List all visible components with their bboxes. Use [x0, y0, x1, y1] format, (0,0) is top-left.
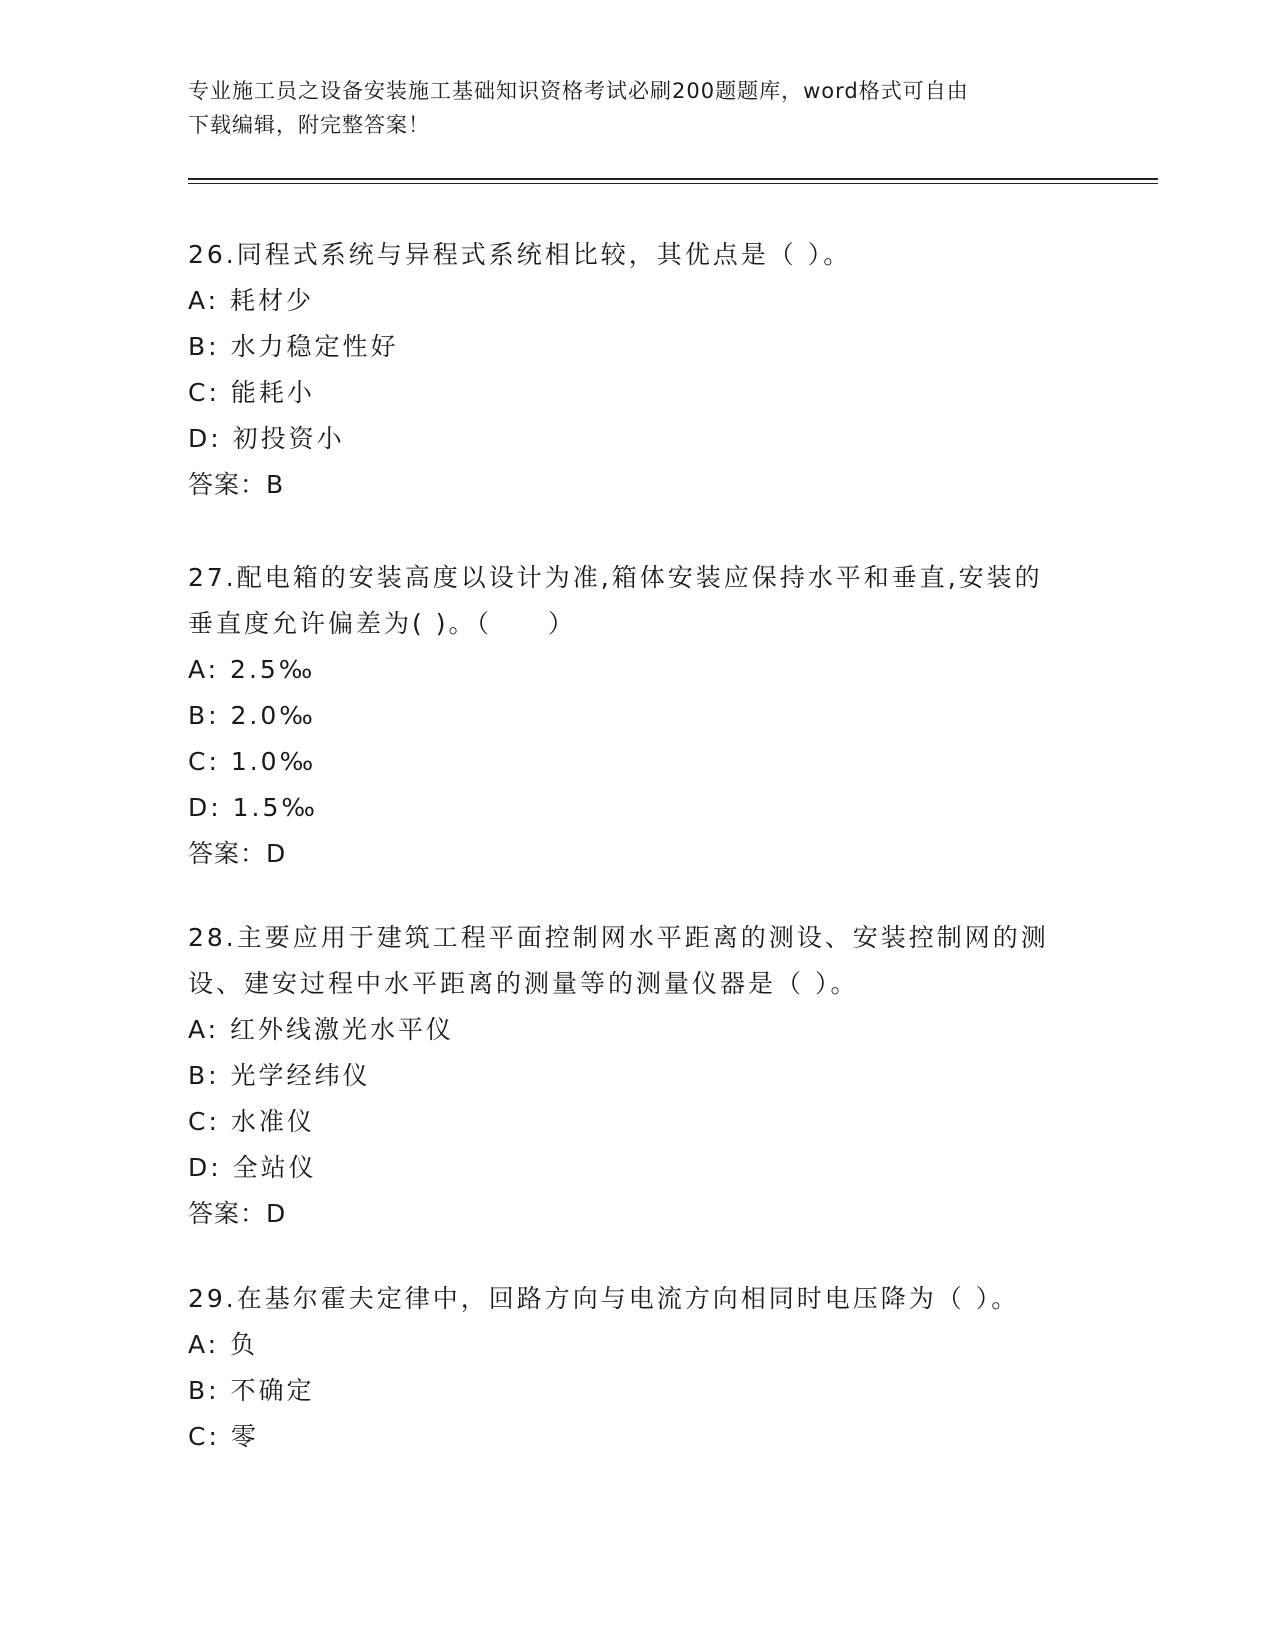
option-c: C: 水准仪 — [188, 1107, 315, 1136]
question-text-line-2: 垂直度允许偏差为( )。（ ） — [188, 609, 576, 638]
question-text-line-1: 28.主要应用于建筑工程平面控制网水平距离的测设、安装控制网的测 — [188, 923, 1049, 952]
header-line-2: 下载编辑，附完整答案！ — [188, 113, 430, 137]
answer: 答案：B — [188, 470, 285, 499]
option-b: B: 2.0‰ — [188, 701, 316, 730]
option-d: D: 全站仪 — [188, 1153, 317, 1182]
option-b: B: 不确定 — [188, 1376, 315, 1405]
option-b: B: 光学经纬仪 — [188, 1061, 371, 1090]
option-c: C: 1.0‰ — [188, 747, 317, 776]
option-a: A: 2.5‰ — [188, 655, 316, 684]
header-divider-thin — [188, 183, 1158, 184]
answer: 答案：D — [188, 1199, 287, 1228]
question-text-line-2: 设、建安过程中水平距离的测量等的测量仪器是（ ）。 — [188, 969, 859, 998]
option-c: C: 零 — [188, 1422, 259, 1451]
option-d: D: 1.5‰ — [188, 793, 318, 822]
question-29 — [188, 1276, 1088, 1460]
option-c: C: 能耗小 — [188, 378, 315, 407]
header-divider-thick — [188, 178, 1158, 180]
option-a: A: 耗材少 — [188, 286, 315, 315]
answer: 答案：D — [188, 839, 287, 868]
option-d: D: 初投资小 — [188, 424, 345, 453]
question-text: 26.同程式系统与异程式系统相比较，其优点是（ ）。 — [188, 240, 852, 269]
option-b: B: 水力稳定性好 — [188, 332, 399, 361]
question-text: 29.在基尔霍夫定律中，回路方向与电流方向相同时电压降为（ ）。 — [188, 1284, 1020, 1313]
question-text-line-1: 27.配电箱的安装高度以设计为准,箱体安装应保持水平和垂直,安装的 — [188, 563, 1043, 592]
header-line-1: 专业施工员之设备安装施工基础知识资格考试必刷200题题库，word格式可自由 — [188, 79, 969, 103]
option-a: A: 负 — [188, 1330, 259, 1359]
question-27 — [188, 555, 1088, 877]
document-header — [188, 74, 1088, 142]
option-a: A: 红外线激光水平仪 — [188, 1015, 455, 1044]
question-26 — [188, 232, 1088, 508]
question-28 — [188, 915, 1088, 1237]
